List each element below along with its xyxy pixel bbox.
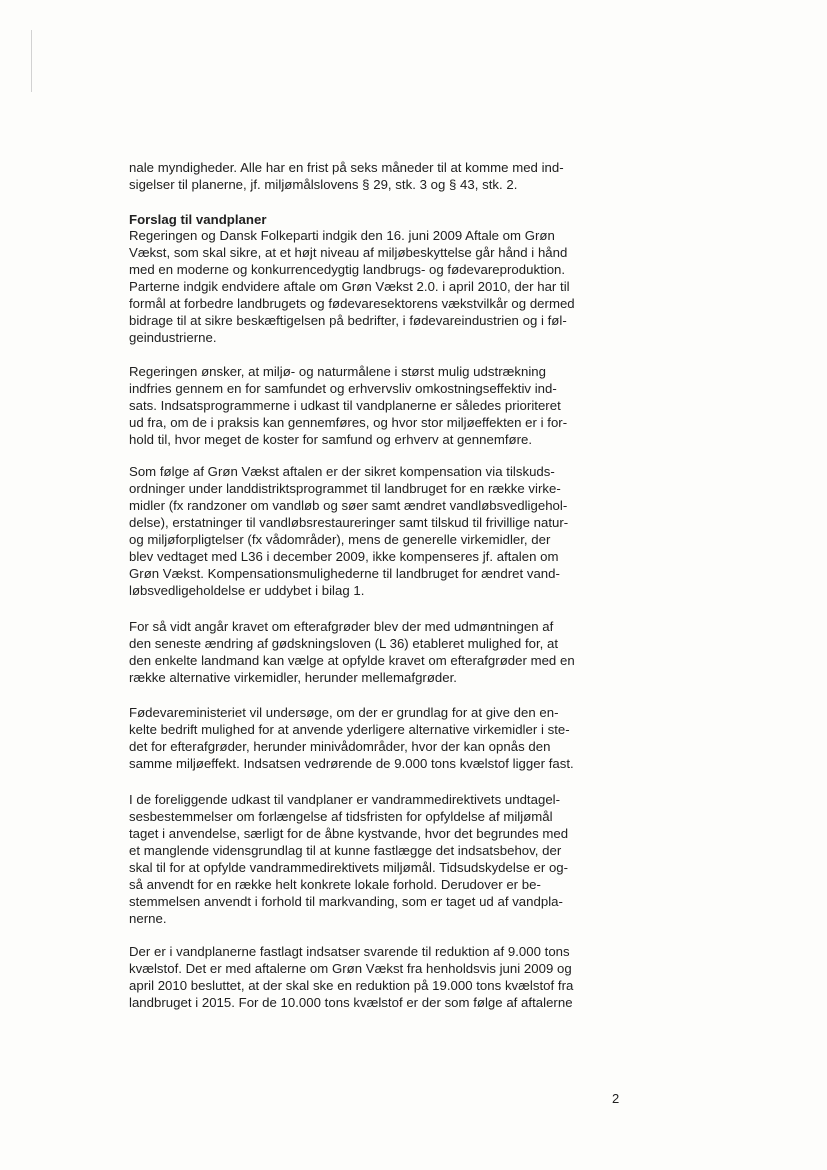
text-line: skal til for at opfylde vandrammedirektivets miljømål. Tidsudskydelse er og- (129, 860, 569, 875)
text-line: april 2010 besluttet, at der skal ske en reduktion på 19.000 tons kvælstof fra (129, 978, 574, 993)
text-line: Fødevareministeriet vil undersøge, om der er grundlag for at give den en- (129, 705, 559, 720)
text-line: så anvendt for en række helt konkrete lokale forhold. Derudover er be- (129, 877, 541, 892)
text-line: landbruget i 2015. For de 10.000 tons kvælstof er der som følge af aftalerne (129, 995, 573, 1010)
text-line: sigelser til planerne, jf. miljømålslovens § 29, stk. 3 og § 43, stk. 2. (129, 177, 518, 192)
text-line: bidrage til at sikre beskæftigelsen på bedrifter, i fødevareindustrien og i føl- (129, 313, 567, 328)
text-line: den seneste ændring af gødskningsloven (L 36) etableret mulighed for, at (129, 636, 559, 651)
text-line: et manglende vidensgrundlag til at kunne fastlægge det indsatsbehov, der (129, 843, 562, 858)
text-line: taget i anvendelse, særligt for de åbne kystvande, hvor det begrundes med (129, 826, 569, 841)
text-line: For så vidt angår kravet om efterafgrøder blev der med udmøntningen af (129, 619, 554, 634)
text-line: kvælstof. Det er med aftalerne om Grøn Vækst fra henholdsvis juni 2009 og (129, 961, 572, 976)
text-line: det for efterafgrøder, herunder minivådområder, hvor der kan opnås den (129, 739, 551, 754)
text-line: nerne. (129, 911, 167, 926)
text-line: delse), erstatninger til vandløbsrestaureringer samt tilskud til frivillige natur- (129, 515, 569, 530)
text-line: og miljøforpligtelser (fx vådområder), mens de generelle virkemidler, der (129, 532, 551, 547)
text-line: geindustrierne. (129, 330, 217, 345)
text-line: hold til, hvor meget de koster for samfund og erhverv at gennemføre. (129, 432, 533, 447)
binding-mark (31, 30, 32, 92)
text-line: stemmelsen anvendt i forhold til markvanding, som er taget ud af vandpla- (129, 894, 563, 909)
text-line: række alternative virkemidler, herunder mellemafgrøder. (129, 670, 457, 685)
text-line: I de foreliggende udkast til vandplaner er vandrammedirektivets undtagel- (129, 792, 561, 807)
text-line: Der er i vandplanerne fastlagt indsatser svarende til reduktion af 9.000 tons (129, 944, 570, 959)
page-number: 2 (612, 1091, 620, 1106)
text-line: ud fra, om de i praksis kan gennemføres, og hvor stor miljøeffekten er i for- (129, 415, 568, 430)
text-line: løbsvedligeholdelse er uddybet i bilag 1. (129, 583, 365, 598)
text-line: blev vedtaget med L36 i december 2009, ikke kompenseres jf. aftalen om (129, 549, 559, 564)
text-line: sesbestemmelser om forlængelse af tidsfristen for opfyldelse af miljømål (129, 809, 553, 824)
text-line: nale myndigheder. Alle har en frist på seks måneder til at komme med ind- (129, 160, 564, 175)
text-line: samme miljøeffekt. Indsatsen vedrørende de 9.000 tons kvælstof ligger fast. (129, 756, 574, 771)
text-line: formål at forbedre landbrugets og fødevaresektorens vækstvilkår og dermed (129, 296, 575, 311)
text-line: Regeringen og Dansk Folkeparti indgik den 16. juni 2009 Aftale om Grøn (129, 228, 555, 243)
text-line: midler (fx randzoner om vandløb og søer samt ændret vandløbsvedligehol- (129, 498, 568, 513)
text-line: Som følge af Grøn Vækst aftalen er der sikret kompensation via tilskuds- (129, 464, 555, 479)
text-line: indfries gennem en for samfundet og erhvervsliv omkostningseffektiv ind- (129, 381, 557, 396)
text-line: den enkelte landmand kan vælge at opfylde kravet om efterafgrøder med en (129, 653, 575, 668)
text-line: ordninger under landdistriktsprogrammet til landbruget for en række virke- (129, 481, 561, 496)
text-line: Parterne indgik endvidere aftale om Grøn Vækst 2.0. i april 2010, der har til (129, 279, 570, 294)
text-line: sats. Indsatsprogrammerne i udkast til vandplanerne er således prioriteret (129, 398, 561, 413)
text-line: Grøn Vækst. Kompensationsmulighederne til landbruget for ændret vand- (129, 566, 560, 581)
text-line: kelte bedrift mulighed for at anvende yderligere alternative virkemidler i ste- (129, 722, 570, 737)
text-line: med en moderne og konkurrencedygtig landbrugs- og fødevareproduktion. (129, 262, 566, 277)
text-line: Regeringen ønsker, at miljø- og naturmålene i størst mulig udstrækning (129, 364, 546, 379)
text-line: Vækst, som skal sikre, at et højt niveau af miljøbeskyttelse går hånd i hånd (129, 245, 568, 260)
section-heading: Forslag til vandplaner (129, 212, 267, 227)
